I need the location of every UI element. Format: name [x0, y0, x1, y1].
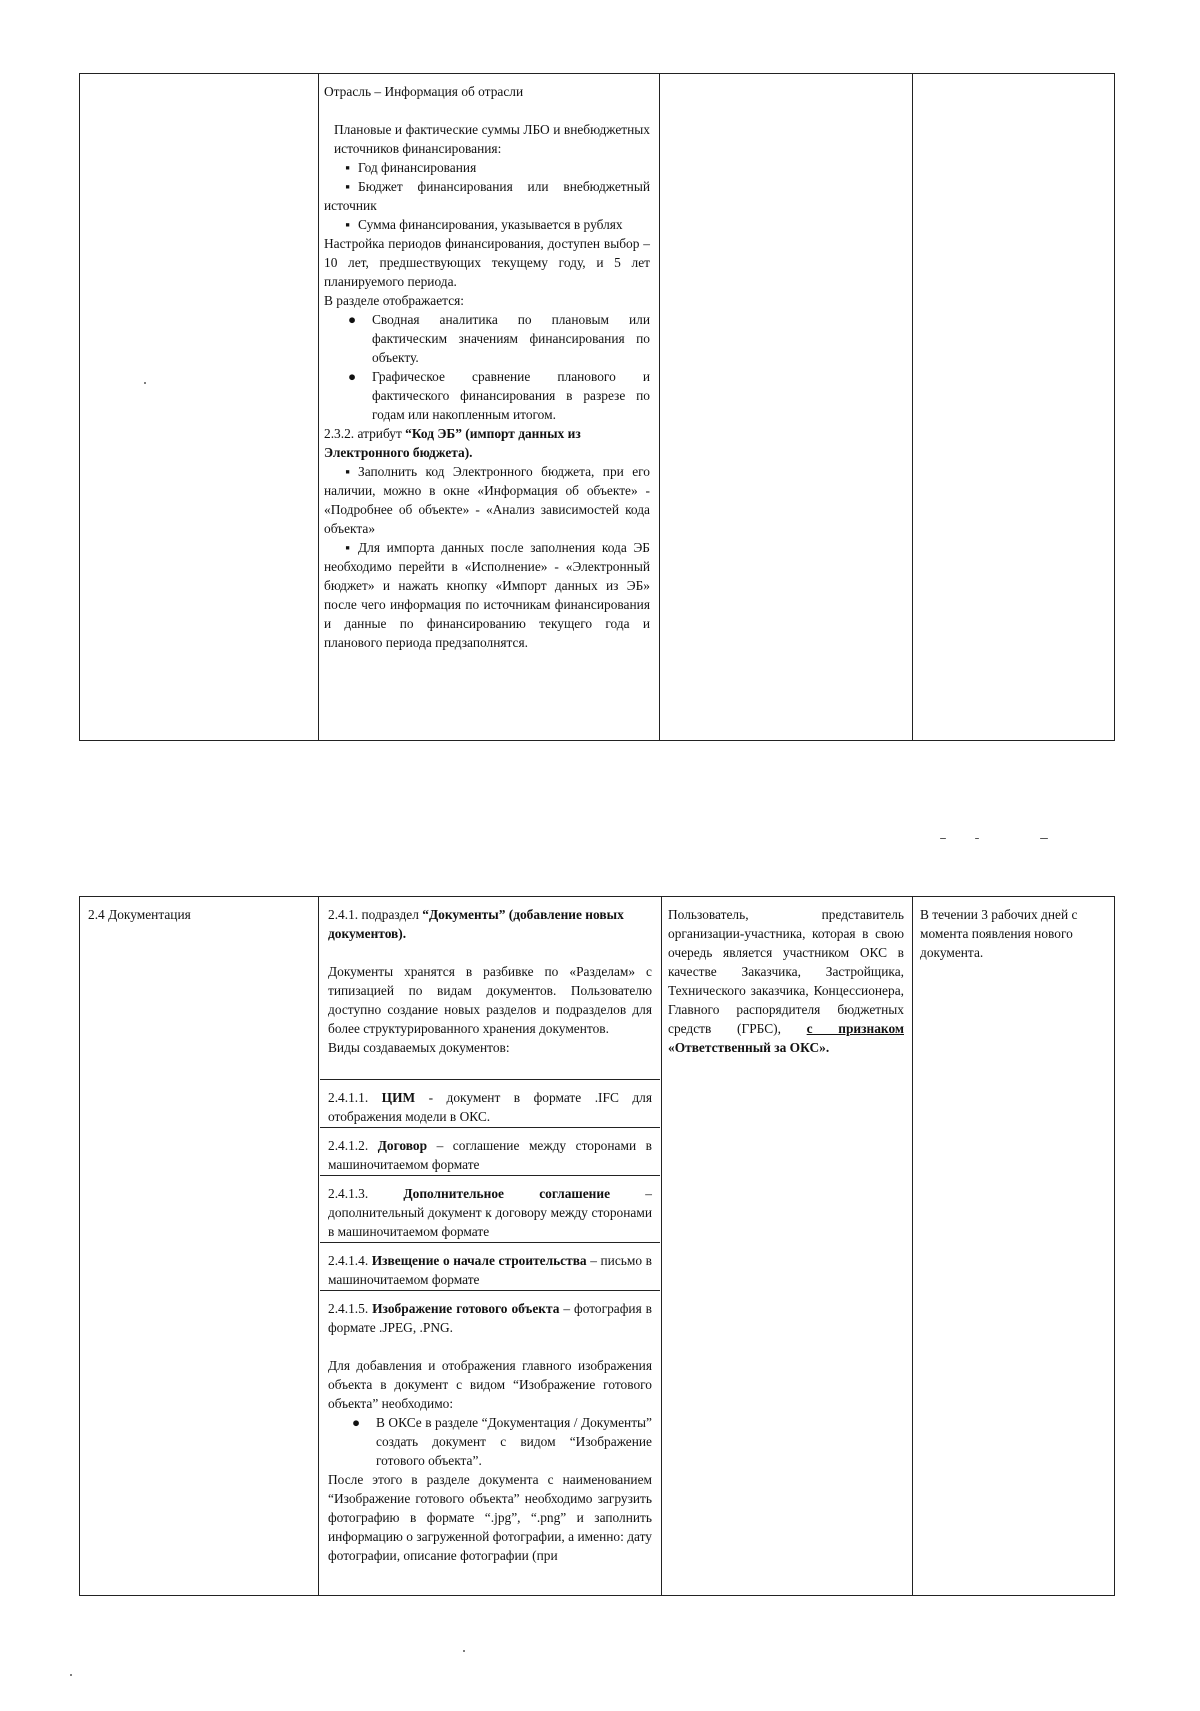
table-documentation [79, 896, 1115, 1596]
cell-documents [320, 897, 660, 1595]
analytics-list [324, 310, 650, 424]
table-financing [79, 73, 1115, 741]
scan-speck [975, 838, 979, 839]
column-divider [661, 897, 662, 1595]
documents-heading: 2.4.1. подраздел “Документы” (добавление новых документов). [328, 907, 624, 941]
column-divider [318, 74, 319, 740]
doc-type-object-image: 2.4.1.5. Изображение готового объекта – фотография в формате .JPEG, .PNG. Для добавления и отображения главного изображения объекта в документ с видом “Изображение готового объекта” необходимо: ● В ОКСе в разделе “Документация / Документы” создать документ с видом “Изображение готового объекта”. После этого в разделе документа с наименованием “Изображение готового объекта” необходимо загрузить фотографию в формате “.jpg”, “.png” и заполнить информацию о загруженной фотографии, а именно: дату фотографии, описание фотографии (при [320, 1290, 660, 1595]
bullet-icon: ● [348, 369, 357, 384]
image-steps-list [328, 1413, 652, 1470]
deadline-cell [920, 905, 1108, 962]
image-instructions-paragraph: Для добавления и отображения главного изображения объекта в документ с видом “Изображение готового объекта” необходимо: [328, 1358, 652, 1411]
bullet-icon: ● [352, 1415, 361, 1430]
bullet-icon: ▪ [345, 179, 350, 194]
column-divider [912, 897, 913, 1595]
document-types-label: Виды создаваемых документов: [328, 1040, 510, 1055]
column-divider [912, 74, 913, 740]
doc-type-cim: 2.4.1.1. ЦИМ - документ в формате .IFC для отображения модели в ОКС. [320, 1079, 660, 1127]
attribute-heading: 2.3.2. атрибут “Код ЭБ” (импорт данных из Электронного бюджета). [324, 426, 581, 460]
list-item: ▪ Бюджет финансирования или внебюджетный источник [324, 179, 650, 213]
doc-type-additional-agreement: 2.4.1.3. Дополнительное соглашение – дополнительный документ к договору между сторонами в машиночитаемом формате [320, 1175, 660, 1242]
doc-type-construction-notice: 2.4.1.4. Извещение о начале строительства – письмо в машиночитаемом формате [320, 1242, 660, 1290]
bullet-icon: ▪ [345, 540, 350, 555]
column-divider [318, 897, 319, 1595]
deadline-text: В течении 3 рабочих дней с момента появления нового документа. [920, 907, 1078, 960]
fill-code-paragraph: ▪ Заполнить код Электронного бюджета, при его наличии, можно в окне «Информация об объекте» - «Подробнее об объекте» - «Анализ зависимостей кода объекта» [324, 464, 650, 536]
periods-paragraph: Настройка периодов финансирования, доступен выбор – 10 лет, предшествующих текущему году, и 5 лет планируемого периода. [324, 236, 650, 289]
bullet-icon: ▪ [345, 160, 350, 175]
column-divider [659, 74, 660, 740]
documents-storage-paragraph: Документы хранятся в разбивке по «Разделам» с типизацией по видам документов. Пользователю доступно создание новых разделов и подразделов для более структурированного хранения документов. [328, 964, 652, 1036]
financing-sums-paragraph: Плановые и фактические суммы ЛБО и внебюджетных источников финансирования: [334, 122, 650, 156]
bullet-icon: ● [348, 312, 357, 327]
cell-description [324, 82, 650, 652]
list-item: ▪ Год финансирования [324, 158, 650, 177]
section-title-cell [88, 905, 310, 924]
bullet-icon: ▪ [345, 464, 350, 479]
bullet-icon: ▪ [345, 217, 350, 232]
doc-type-contract: 2.4.1.2. Договор – соглашение между сторонами в машиночитаемом формате [320, 1127, 660, 1175]
section-title: 2.4 Документация [88, 907, 191, 922]
scan-speck [70, 1674, 72, 1676]
scan-speck [144, 382, 146, 384]
industry-line: Отрасль – Информация об отрасли [324, 84, 524, 99]
list-item: ▪ Сумма финансирования, указывается в рублях [324, 215, 650, 234]
responsible-user-cell: Пользователь, представитель организации-участника, которая в свою очередь является участником ОКС в качестве Заказчика, Застройщика, Технического заказчика, Концессионера, Главного распорядителя бюджетных средств (ГРБС), с признаком «Ответственный за ОКС». [668, 907, 905, 1055]
scan-speck [940, 838, 946, 839]
documents-intro [328, 905, 652, 1057]
upload-photo-paragraph: После этого в разделе документа с наименованием “Изображение готового объекта” необходимо загрузить фотографию в формате “.jpg”, “.png” и заполнить информацию о загруженной фотографии, а именно: дату фотографии, описание фотографии (при [328, 1472, 652, 1563]
list-item: ● В ОКСе в разделе “Документация / Документы” создать документ с видом “Изображение готового объекта”. [352, 1415, 652, 1468]
scan-speck [1040, 838, 1048, 839]
scan-speck [463, 1650, 465, 1652]
section-shows-label: В разделе отображается: [324, 293, 465, 308]
import-paragraph: ▪ Для импорта данных после заполнения кода ЭБ необходимо перейти в «Исполнение» - «Электронный бюджет» и нажать кнопку «Импорт данных из ЭБ» после чего информация по источникам финансирования и данные по финансированию текущего года и планового периода предзаполнятся. [324, 540, 650, 650]
list-item: ● Графическое сравнение планового и фактического финансирования в разрезе по годам или накопленным итогом. [348, 369, 650, 422]
list-item: ● Сводная аналитика по плановым или фактическим значениям финансирования по объекту. [348, 312, 650, 365]
financing-fields-list [324, 158, 650, 234]
